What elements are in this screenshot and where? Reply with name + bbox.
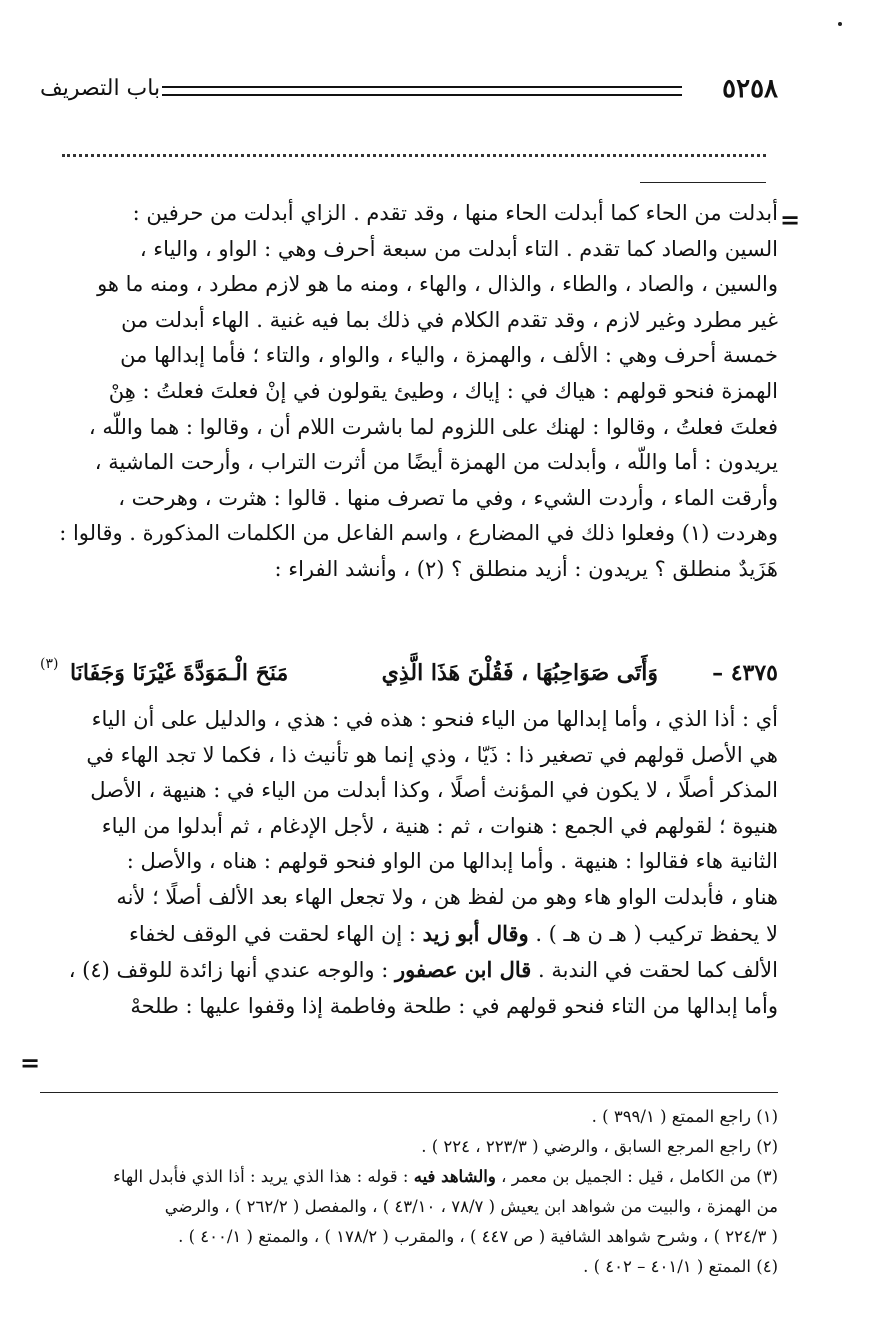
footnote-4: (٤) الممتع ( ٤٠١/١ – ٤٠٢ ) . xyxy=(583,1257,778,1276)
text-line: والسين ، والصاد ، والطاء ، والذال ، والهاء ، ومنه ما هو لازم مطرد ، ومنه ما هو xyxy=(97,272,778,297)
footnote-part: : قوله : هذا الذي يريد : أذا الذي فأبدل الهاء xyxy=(113,1167,414,1186)
poetry-verse xyxy=(40,656,778,700)
bold-quote-attribution: وقال أبو زيد xyxy=(422,920,529,946)
footnote-3-line-3: ( ٢٢٤/٣ ) ، وشرح شواهد الشافية ( ص ٤٤٧ ) ، والمقرب ( ١٧٨/٢ ) ، والممتع ( ٤٠٠/١ ) . xyxy=(178,1227,778,1246)
text-line: فعلتَ فعلتُ ، وقالوا : لهنك على اللزوم لما باشرت اللام أن ، وقالوا : هما واللّه ، xyxy=(88,414,778,439)
text-line: الثانية هاء فقالوا : هنيهة . وأما إبدالها من الواو فنحو قولهم : هناه ، والأصل : xyxy=(126,849,778,874)
text-line: يريدون : أما واللّه ، وأبدلت من الهمزة أيضًا من أثرت التراب ، وأرحت الماشية ، xyxy=(94,450,778,475)
footnote-bold: والشاهد فيه xyxy=(413,1167,496,1186)
footnote-1: (١) راجع الممتع ( ٣٩٩/١ ) . xyxy=(591,1107,778,1126)
text-line: هنيوة ؛ لقولهم في الجمع : هنوات ، ثم : هنية ، لأجل الإدغام ، ثم أبدلوا من الياء xyxy=(101,813,778,838)
text-line: أبدلت من الحاء كما أبدلت الحاء منها ، وقد تقدم . الزاي أبدلت من حرفين : xyxy=(132,201,778,225)
footnote-2: (٢) راجع المرجع السابق ، والرضي ( ٢٢٣/٣ ، ٢٢٤ ) . xyxy=(421,1137,778,1156)
text-line: السين والصاد كما تقدم . التاء أبدلت من سبعة أحرف وهي : الواو ، والياء ، xyxy=(139,236,778,261)
main-text-lower xyxy=(40,702,778,1024)
verse-first-hemistich: وَأَتَى صَوَاحِبُهَا ، فَقُلْنَ هَذَا الَّذِي xyxy=(381,660,658,686)
text-line: الهمزة فنحو قولهم : هياك في : إياك ، وطيئ يقولون في إنْ فعلتَ فعلتُ : هِنْ xyxy=(108,378,778,403)
verse-number: ٤٣٧٥ – xyxy=(712,660,778,686)
header-double-rule xyxy=(162,86,682,96)
page-number: ٥٢٥٨ xyxy=(722,74,778,104)
line-part: الألف كما لحقت في الندبة . xyxy=(531,958,778,983)
text-line: أي : أذا الذي ، وأما إبدالها من الياء فنحو : هذه في : هذي ، والدليل على أن الياء xyxy=(91,707,778,731)
text-line: هي الأصل قولهم في تصغير ذا : ذَيّا ، وذي إنما هو تأنيث ذا ، فكما لا تجد الهاء في xyxy=(86,742,778,767)
footnote-part: (٣) من الكامل ، قيل : الجميل بن معمر ، xyxy=(495,1167,778,1186)
dotted-separator xyxy=(62,154,766,157)
footnotes xyxy=(40,1102,778,1282)
footnote-3-line-2: من الهمزة ، والبيت من شواهد ابن يعيش ( ٧٨/٧ ، ٤٣/١٠ ) ، والمفصل ( ٢٦٢/٢ ) ، والرضي xyxy=(164,1197,778,1216)
stray-ink-dot xyxy=(838,22,842,26)
verse-second-hemistich: مَنَحَ الْـمَوَدَّةَ غَيْرَنَا وَجَفَانَا xyxy=(70,660,289,686)
text-line: وأرقت الماء ، وأردت الشيء ، وفي ما تصرف منها . قالوا : هثرت ، وهرحت ، xyxy=(118,485,778,510)
line-part: : والوجه عندي أنها زائدة للوقف (٤) ، xyxy=(68,958,395,983)
text-line-abu-zayd xyxy=(40,916,778,953)
text-line: المذكر أصلًا ، لا يكون في المؤنث أصلًا ، وكذا أبدلت من الياء في : هنيهة ، الأصل xyxy=(90,778,778,803)
text-line: خمسة أحرف وهي : الألف ، والهمزة ، والياء ، والواو ، والتاء ؛ فأما إبدالها من xyxy=(120,343,778,368)
bold-quote-attribution: قال ابن عصفور xyxy=(395,957,532,983)
footnote-separator xyxy=(40,1092,778,1093)
text-line: هَزَيدٌ منطلق ؟ يريدون : أزيد منطلق ؟ (٢) ، وأنشد الفراء : xyxy=(274,556,778,581)
text-line: وهردت (١) وفعلوا ذلك في المضارع ، واسم الفاعل من الكلمات المذكورة . وقالوا : xyxy=(59,521,778,546)
chapter-title: باب التصريف xyxy=(40,76,161,101)
page-header xyxy=(40,72,778,112)
text-line: غير مطرد وغير لازم ، وقد تقدم الكلام في ذلك بما فيه غنية . الهاء أبدلت من xyxy=(121,307,778,332)
continuation-mark-end: = xyxy=(20,1048,41,1077)
text-line: وأما إبدالها من التاء فنحو قولهم في : طلحة وفاطمة إذا وقفوا عليها : طلحهْ xyxy=(130,993,778,1018)
continuation-mark-start: = xyxy=(780,205,801,234)
main-text-upper xyxy=(40,196,778,588)
short-underline xyxy=(640,182,766,183)
text-line-ibn-usfur xyxy=(40,952,778,989)
text-line: هناو ، فأبدلت الواو هاء وهو من لفظ هن ، ولا تجعل الهاء بعد الألف أصلًا ؛ لأنه xyxy=(116,884,778,909)
line-part: لا يحفظ تركيب ( هـ ن هـ ) . xyxy=(528,921,778,946)
footnote-3 xyxy=(40,1162,778,1192)
line-part: : إن الهاء لحقت في الوقف لخفاء xyxy=(128,921,423,946)
verse-footnote-ref: (٣) xyxy=(40,656,59,672)
